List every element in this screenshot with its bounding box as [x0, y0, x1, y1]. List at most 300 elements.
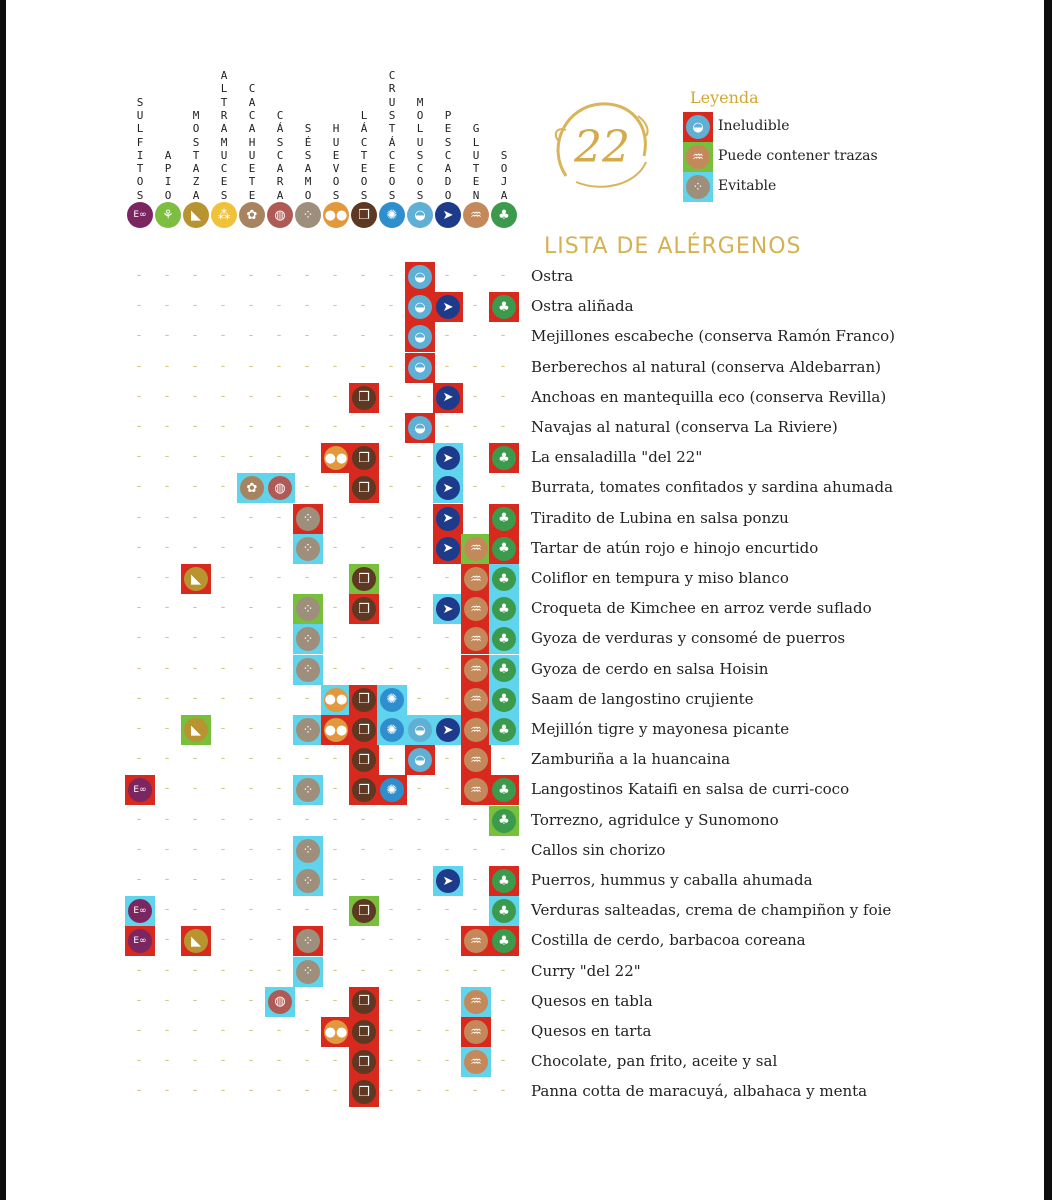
- allergen-cell: [489, 685, 519, 715]
- legend-swatch-puede: [683, 142, 713, 172]
- soy-icon: ♣: [492, 658, 516, 682]
- empty-marker: -: [500, 1083, 506, 1099]
- mollusc-icon: ◒: [408, 265, 432, 289]
- empty-marker: -: [416, 1053, 422, 1069]
- empty-marker: -: [248, 841, 254, 857]
- empty-marker: -: [500, 479, 506, 495]
- dish-name: Torrezno, agridulce y Sunomono: [531, 810, 779, 829]
- empty-marker: -: [304, 419, 310, 434]
- dish-name: Costilla de cerdo, barbacoa coreana: [531, 931, 806, 950]
- header-letter: M: [416, 95, 424, 109]
- empty-marker: -: [472, 298, 478, 314]
- empty-marker: -: [276, 932, 282, 948]
- header-letter: A: [192, 188, 200, 202]
- empty-marker: -: [332, 932, 338, 948]
- header-letter: U: [332, 135, 340, 149]
- empty-marker: -: [248, 509, 254, 525]
- empty-marker: -: [220, 479, 226, 495]
- mollusc-icon: ◒: [408, 718, 432, 742]
- mollusc-icon: ◒: [408, 748, 432, 772]
- allergen-cell: [349, 443, 379, 473]
- empty-marker: -: [332, 751, 338, 767]
- empty-marker: -: [332, 660, 338, 676]
- gluten-icon: ♒: [464, 718, 488, 742]
- empty-marker: -: [444, 690, 450, 706]
- mollusc-icon: ◒: [408, 325, 432, 349]
- egg-icon: ●●: [324, 688, 348, 712]
- header-letter: O: [388, 175, 396, 189]
- empty-marker: -: [332, 872, 338, 887]
- column-header-peanut: [238, 62, 266, 202]
- column-header-egg: [322, 62, 350, 202]
- header-letter: S: [304, 148, 312, 162]
- empty-marker: -: [360, 358, 366, 374]
- soy-icon: ♣: [492, 809, 516, 833]
- dish-name: Ostra: [531, 267, 574, 285]
- egg-icon: ●●: [324, 446, 348, 470]
- empty-marker: -: [444, 751, 450, 767]
- empty-marker: -: [444, 570, 450, 585]
- allergen-cell: [265, 987, 295, 1017]
- empty-marker: -: [276, 962, 282, 978]
- empty-marker: -: [388, 751, 394, 767]
- sesame-icon: ⁘: [296, 778, 320, 802]
- empty-marker: -: [360, 660, 366, 676]
- allergen-cell: [405, 715, 435, 745]
- header-letter: T: [388, 122, 396, 136]
- empty-marker: -: [276, 690, 282, 706]
- crustacean-icon: ✺: [380, 718, 404, 742]
- empty-marker: -: [192, 811, 198, 827]
- column-header-mustard: [182, 62, 210, 202]
- sesame-icon: ⁘: [686, 175, 710, 199]
- soy-icon: ♣: [492, 929, 516, 953]
- allergen-cell: [349, 1017, 379, 1047]
- empty-marker: -: [248, 298, 254, 314]
- empty-marker: -: [360, 268, 366, 283]
- empty-marker: -: [416, 600, 422, 616]
- header-letter: E: [248, 162, 256, 176]
- fish-icon: ➤: [436, 446, 460, 470]
- allergen-cell: [405, 413, 435, 443]
- empty-marker: -: [360, 962, 366, 978]
- crustacean-icon: ✺: [379, 202, 405, 228]
- empty-marker: -: [220, 419, 226, 434]
- allergen-cell: [489, 715, 519, 745]
- empty-marker: -: [388, 479, 394, 495]
- empty-marker: -: [332, 358, 338, 374]
- empty-marker: -: [332, 630, 338, 646]
- empty-marker: -: [332, 962, 338, 978]
- column-header-fish: [434, 62, 462, 202]
- header-letter: F: [136, 135, 144, 149]
- empty-marker: -: [416, 811, 422, 827]
- header-letter: E: [248, 188, 256, 202]
- allergen-cell: [461, 715, 491, 745]
- allergen-cell: [349, 383, 379, 413]
- header-letter: E: [332, 148, 340, 162]
- empty-marker: -: [416, 570, 422, 585]
- allergen-cell: [377, 715, 407, 745]
- header-letter: N: [472, 188, 480, 202]
- allergen-cell: [489, 896, 519, 926]
- empty-marker: -: [220, 600, 226, 616]
- empty-marker: -: [360, 539, 366, 555]
- empty-marker: -: [332, 902, 338, 918]
- empty-marker: -: [192, 1083, 198, 1099]
- empty-marker: -: [220, 781, 226, 797]
- header-letter: S: [276, 135, 284, 149]
- header-letter: C: [248, 82, 256, 96]
- header-letter: A: [164, 148, 172, 162]
- sesame-icon: ⁘: [296, 658, 320, 682]
- header-letter: E: [444, 122, 452, 136]
- allergen-cell: [293, 534, 323, 564]
- empty-marker: -: [388, 600, 394, 616]
- fish-icon: ➤: [436, 507, 460, 531]
- empty-marker: -: [332, 992, 338, 1008]
- empty-marker: -: [164, 328, 170, 344]
- empty-marker: -: [388, 509, 394, 525]
- header-letter: O: [500, 162, 508, 176]
- empty-marker: -: [248, 751, 254, 767]
- empty-marker: -: [164, 841, 170, 857]
- header-letter: Á: [276, 122, 284, 136]
- milk-icon: ❒: [351, 202, 377, 228]
- soy-icon: ♣: [492, 899, 516, 923]
- mustard-icon: ◣: [184, 567, 208, 591]
- allergen-cell: [349, 987, 379, 1017]
- allergen-cell: [293, 836, 323, 866]
- empty-marker: -: [192, 298, 198, 314]
- empty-marker: -: [304, 479, 310, 495]
- gluten-icon: ♒: [464, 658, 488, 682]
- empty-marker: -: [192, 268, 198, 283]
- empty-marker: -: [136, 328, 142, 344]
- empty-marker: -: [164, 721, 170, 736]
- empty-marker: -: [388, 570, 394, 585]
- header-letter: G: [472, 122, 480, 136]
- empty-marker: -: [136, 690, 142, 706]
- empty-marker: -: [248, 600, 254, 616]
- allergen-cell: [489, 292, 519, 322]
- sulfites-icon: E∞: [128, 778, 152, 802]
- header-letter: Á: [388, 135, 396, 149]
- empty-marker: -: [304, 298, 310, 314]
- header-letter: A: [444, 162, 452, 176]
- empty-marker: -: [388, 449, 394, 465]
- empty-marker: -: [248, 721, 254, 736]
- empty-marker: -: [136, 570, 142, 585]
- milk-icon: ❒: [352, 718, 376, 742]
- column-header-soy: [490, 62, 518, 202]
- empty-marker: -: [444, 419, 450, 434]
- empty-marker: -: [304, 388, 310, 404]
- empty-marker: -: [360, 841, 366, 857]
- empty-marker: -: [360, 328, 366, 344]
- header-letter: L: [360, 108, 368, 122]
- empty-marker: -: [164, 962, 170, 978]
- empty-marker: -: [164, 268, 170, 283]
- allergen-cell: [405, 262, 435, 292]
- empty-marker: -: [444, 841, 450, 857]
- allergen-cell: [349, 564, 379, 594]
- empty-marker: -: [472, 841, 478, 857]
- empty-marker: -: [276, 902, 282, 918]
- allergen-cell: [461, 685, 491, 715]
- allergen-cell: [349, 1047, 379, 1077]
- empty-marker: -: [276, 570, 282, 585]
- empty-marker: -: [444, 962, 450, 978]
- empty-marker: -: [360, 298, 366, 314]
- empty-marker: -: [248, 781, 254, 797]
- empty-marker: -: [164, 630, 170, 646]
- empty-marker: -: [388, 419, 394, 434]
- empty-marker: -: [500, 1053, 506, 1069]
- header-letter: U: [248, 148, 256, 162]
- dish-name: Mejillón tigre y mayonesa picante: [531, 720, 790, 738]
- allergen-cell: [489, 775, 519, 805]
- header-letter: U: [220, 148, 228, 162]
- allergen-cell: [293, 624, 323, 654]
- allergen-cell: [293, 866, 323, 896]
- allergen-cell: [293, 504, 323, 534]
- gluten-icon: ♒: [464, 688, 488, 712]
- soy-icon: ♣: [492, 597, 516, 621]
- empty-marker: -: [248, 419, 254, 434]
- header-letter: C: [248, 108, 256, 122]
- empty-marker: -: [276, 268, 282, 283]
- empty-marker: -: [136, 1053, 142, 1069]
- allergen-cell: [433, 383, 463, 413]
- sesame-icon: ⁘: [296, 839, 320, 863]
- allergen-cell: [433, 534, 463, 564]
- allergen-cell: [349, 715, 379, 745]
- empty-marker: -: [416, 902, 422, 918]
- header-letter: S: [136, 188, 144, 202]
- header-letter: S: [388, 188, 396, 202]
- allergen-cell: [461, 745, 491, 775]
- empty-marker: -: [416, 509, 422, 525]
- header-letter: S: [416, 148, 424, 162]
- dish-name: Mejillones escabeche (conserva Ramón Franco): [531, 327, 896, 346]
- empty-marker: -: [248, 358, 254, 374]
- empty-marker: -: [164, 751, 170, 767]
- header-letter: C: [416, 162, 424, 176]
- empty-marker: -: [276, 509, 282, 525]
- allergen-cell: [405, 322, 435, 352]
- header-letter: S: [332, 188, 340, 202]
- empty-marker: -: [192, 660, 198, 676]
- header-letter: O: [136, 175, 144, 189]
- empty-marker: -: [164, 992, 170, 1008]
- header-letter: A: [500, 188, 508, 202]
- header-letter: E: [360, 162, 368, 176]
- allergen-cell: [377, 775, 407, 805]
- empty-marker: -: [444, 932, 450, 948]
- empty-marker: -: [164, 811, 170, 827]
- empty-marker: -: [164, 509, 170, 525]
- legend-title: Leyenda: [690, 88, 759, 107]
- header-letter: C: [388, 148, 396, 162]
- empty-marker: -: [276, 660, 282, 676]
- allergen-cell: [461, 987, 491, 1017]
- empty-marker: -: [444, 781, 450, 797]
- empty-marker: -: [388, 992, 394, 1008]
- milk-icon: ❒: [352, 748, 376, 772]
- header-letter: S: [416, 188, 424, 202]
- milk-icon: ❒: [352, 1050, 376, 1074]
- empty-marker: -: [164, 600, 170, 616]
- empty-marker: -: [388, 932, 394, 948]
- header-letter: A: [304, 162, 312, 176]
- header-letter: A: [220, 69, 228, 83]
- empty-marker: -: [360, 932, 366, 948]
- empty-marker: -: [444, 630, 450, 646]
- allergen-cell: [349, 745, 379, 775]
- empty-marker: -: [500, 841, 506, 857]
- empty-marker: -: [304, 811, 310, 827]
- empty-marker: -: [220, 570, 226, 585]
- dish-name: Ostra aliñada: [531, 297, 634, 316]
- allergen-cell: [405, 745, 435, 775]
- empty-marker: -: [444, 1023, 450, 1038]
- empty-marker: -: [304, 328, 310, 344]
- dish-name: Tartar de atún rojo e hinojo encurtido: [531, 538, 819, 557]
- empty-marker: -: [220, 449, 226, 465]
- empty-marker: -: [388, 872, 394, 887]
- empty-marker: -: [192, 509, 198, 525]
- header-letter: A: [248, 95, 256, 109]
- empty-marker: -: [472, 1083, 478, 1099]
- header-letter: A: [276, 188, 284, 202]
- empty-marker: -: [332, 570, 338, 585]
- empty-marker: -: [500, 751, 506, 767]
- empty-marker: -: [416, 449, 422, 465]
- empty-marker: -: [220, 268, 226, 283]
- allergen-cell: [489, 534, 519, 564]
- empty-marker: -: [220, 690, 226, 706]
- header-letter: U: [388, 95, 396, 109]
- empty-marker: -: [472, 419, 478, 434]
- empty-marker: -: [332, 268, 338, 283]
- page-title: LISTA DE ALÉRGENOS: [544, 234, 802, 259]
- empty-marker: -: [164, 449, 170, 465]
- soy-icon: ♣: [492, 446, 516, 470]
- header-letter: T: [220, 95, 228, 109]
- header-letter: E: [220, 175, 228, 189]
- header-letter: U: [472, 148, 480, 162]
- milk-icon: ❒: [352, 1080, 376, 1104]
- header-letter: O: [416, 175, 424, 189]
- soy-icon: ♣: [492, 688, 516, 712]
- column-header-mollusc: [406, 62, 434, 202]
- fish-icon: ➤: [436, 718, 460, 742]
- empty-marker: -: [248, 328, 254, 344]
- empty-marker: -: [164, 358, 170, 374]
- empty-marker: -: [472, 811, 478, 827]
- empty-marker: -: [136, 630, 142, 646]
- empty-marker: -: [136, 751, 142, 767]
- allergen-cell: [433, 715, 463, 745]
- empty-marker: -: [192, 539, 198, 555]
- empty-marker: -: [220, 811, 226, 827]
- milk-icon: ❒: [352, 597, 376, 621]
- empty-marker: -: [164, 902, 170, 918]
- header-letter: A: [248, 122, 256, 136]
- egg-icon: ●●: [324, 718, 348, 742]
- dish-name: Curry "del 22": [531, 961, 641, 980]
- gluten-icon: ♒: [464, 567, 488, 591]
- milk-icon: ❒: [352, 899, 376, 923]
- empty-marker: -: [164, 570, 170, 585]
- empty-marker: -: [388, 1053, 394, 1069]
- nut-icon: ◍: [268, 990, 292, 1014]
- empty-marker: -: [304, 751, 310, 767]
- empty-marker: -: [416, 962, 422, 978]
- empty-marker: -: [248, 570, 254, 585]
- empty-marker: -: [136, 872, 142, 887]
- empty-marker: -: [276, 1023, 282, 1038]
- empty-marker: -: [192, 630, 198, 646]
- empty-marker: -: [136, 268, 142, 283]
- empty-marker: -: [276, 721, 282, 736]
- empty-marker: -: [164, 781, 170, 797]
- mollusc-icon: ◒: [408, 356, 432, 380]
- empty-marker: -: [192, 992, 198, 1008]
- empty-marker: -: [304, 1083, 310, 1099]
- empty-marker: -: [248, 962, 254, 978]
- empty-marker: -: [136, 1083, 142, 1099]
- allergen-cell: [461, 1017, 491, 1047]
- empty-marker: -: [444, 811, 450, 827]
- milk-icon: ❒: [352, 688, 376, 712]
- empty-marker: -: [388, 630, 394, 646]
- empty-marker: -: [444, 660, 450, 676]
- empty-marker: -: [220, 388, 226, 404]
- crustacean-icon: ✺: [380, 778, 404, 802]
- empty-marker: -: [388, 1023, 394, 1038]
- sesame-icon: ⁘: [296, 929, 320, 953]
- soy-icon: ♣: [492, 567, 516, 591]
- allergen-cell: [461, 564, 491, 594]
- empty-marker: -: [332, 1053, 338, 1069]
- empty-marker: -: [332, 600, 338, 616]
- empty-marker: -: [220, 298, 226, 314]
- egg-icon: ●●: [323, 202, 349, 228]
- allergen-cell: [321, 715, 351, 745]
- header-letter: S: [500, 148, 508, 162]
- empty-marker: -: [192, 449, 198, 465]
- gluten-icon: ♒: [464, 597, 488, 621]
- empty-marker: -: [248, 449, 254, 465]
- empty-marker: -: [220, 1053, 226, 1069]
- empty-marker: -: [472, 388, 478, 404]
- header-letter: O: [304, 188, 312, 202]
- header-letter: O: [444, 188, 452, 202]
- sesame-icon: ⁘: [296, 537, 320, 561]
- allergen-cell: [433, 473, 463, 503]
- empty-marker: -: [304, 268, 310, 283]
- header-letter: V: [332, 162, 340, 176]
- sesame-icon: ⁘: [295, 202, 321, 228]
- empty-marker: -: [304, 449, 310, 465]
- header-letter: S: [388, 108, 396, 122]
- empty-marker: -: [276, 1083, 282, 1099]
- column-header-sulfites: [126, 62, 154, 202]
- header-letter: J: [500, 175, 508, 189]
- empty-marker: -: [472, 962, 478, 978]
